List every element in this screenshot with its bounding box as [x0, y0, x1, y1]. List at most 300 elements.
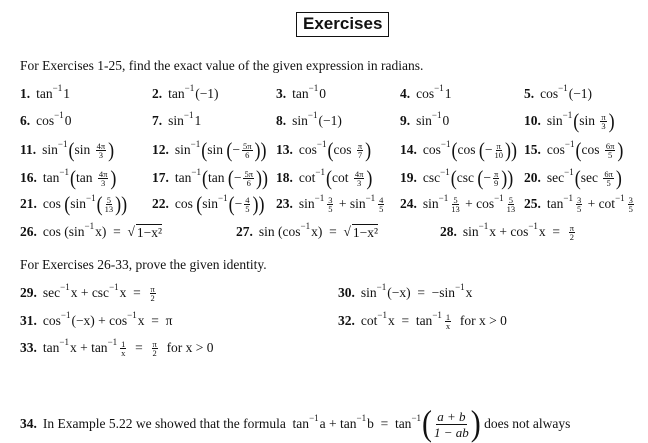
exercise-item [276, 108, 342, 134]
exercise-number: 8. [276, 113, 287, 128]
expression-text: x = [119, 285, 148, 300]
expression-text: sin [462, 224, 479, 239]
superscript: −1 [60, 310, 71, 320]
parenthesis: ) [608, 109, 615, 133]
superscript: −1 [57, 139, 68, 149]
superscript: −1 [356, 413, 367, 423]
numerator: 4π [354, 168, 364, 179]
fraction [493, 170, 499, 187]
expression-text: x [465, 285, 473, 300]
denominator: 5 [576, 203, 582, 214]
exercise-item [524, 191, 636, 217]
superscript: −1 [54, 110, 64, 120]
denominator: 5 [328, 203, 333, 214]
numerator: 1 [445, 311, 451, 322]
expression-text: tan [42, 340, 60, 355]
exercise-item [276, 81, 326, 107]
superscript: −1 [52, 83, 63, 93]
parenthesis: ) [617, 138, 624, 162]
numerator: 4 [379, 194, 384, 205]
parenthesis: ( [96, 192, 103, 216]
exercise-number: 1. [20, 86, 31, 101]
exercise-number: 11. [20, 142, 37, 157]
expression-text: 0 [64, 113, 72, 128]
denominator: 7 [357, 149, 363, 160]
exercise-number: 14. [400, 142, 417, 157]
expression-text: cos [36, 113, 55, 128]
fraction [152, 340, 158, 357]
sqrt-radicand: 1−x² [352, 224, 379, 240]
superscript: −1 [308, 83, 319, 93]
denominator: 2 [569, 231, 575, 242]
numerator: 5 [508, 194, 514, 205]
fraction [357, 142, 363, 159]
denominator: 3 [601, 120, 606, 131]
expression-text: tan [174, 170, 192, 185]
expression-text: − [233, 170, 242, 185]
parenthesis: ) [504, 138, 511, 162]
expression-text: (−1) [195, 86, 219, 101]
superscript: −1 [558, 83, 568, 93]
expression-text: cos [333, 142, 355, 157]
parenthesis: ( [228, 192, 235, 216]
denominator: 5 [606, 177, 611, 188]
expression-text: does not always [480, 416, 571, 431]
expression-text: (−1) [318, 113, 342, 128]
numerator: 3 [328, 194, 333, 205]
fraction [451, 196, 460, 213]
expression-text: sin [42, 142, 58, 157]
exercise-number: 13. [276, 142, 293, 157]
numerator: π [357, 140, 363, 151]
expression-text: csc [422, 170, 441, 185]
parenthesis: ) [615, 166, 622, 190]
exercise-item [276, 137, 371, 163]
superscript: −1 [127, 310, 137, 320]
superscript: −1 [60, 282, 70, 292]
expression-text: 0 [319, 86, 326, 101]
expression-text: x = tan [387, 313, 433, 328]
denominator: 13 [451, 203, 460, 214]
expression-text: (−x) + cos [71, 313, 128, 328]
exercise-number: 3. [276, 86, 287, 101]
denominator: 10 [494, 149, 503, 160]
numerator: 5 [106, 194, 111, 205]
fraction [600, 113, 606, 130]
parenthesis: ) [501, 166, 508, 190]
expression-text: tan [546, 196, 564, 211]
parenthesis: ( [451, 138, 458, 162]
expression-text: cos [42, 196, 65, 211]
superscript: −1 [438, 193, 449, 203]
expression-text: sin [74, 142, 94, 157]
parenthesis: ) [108, 138, 115, 162]
exercise-number: 23. [276, 196, 293, 211]
parenthesis: ) [252, 192, 259, 216]
exercise-number: 4. [400, 86, 411, 101]
expression-text: 0 [442, 113, 450, 128]
expression-text: cos [546, 142, 565, 157]
exercise-item [20, 108, 71, 134]
superscript: −1 [434, 83, 444, 93]
exercise-item [338, 280, 472, 306]
fraction [445, 313, 451, 330]
parenthesis: ( [68, 138, 75, 162]
exercise-item [152, 81, 219, 107]
fraction [354, 170, 365, 187]
fraction [243, 170, 254, 187]
fraction [434, 409, 469, 440]
expression-text: + sin [335, 196, 366, 211]
expression-text: sec [580, 170, 602, 185]
exercise-item [152, 137, 267, 163]
denominator: 13 [506, 203, 516, 214]
superscript: −1 [562, 110, 573, 120]
expression-text: − [232, 142, 240, 157]
exercise-item [20, 191, 127, 217]
parenthesis: ) [115, 192, 122, 216]
exercise-number: 15. [524, 142, 541, 157]
parenthesis: ( [574, 166, 581, 190]
exercise-number: 32. [338, 313, 355, 328]
superscript: −1 [455, 282, 465, 292]
exercise-item [400, 81, 451, 107]
exercise-number: 26. [20, 224, 37, 239]
denominator: x [445, 320, 451, 331]
expression-text: cos [416, 86, 435, 101]
expression-text: sin [298, 196, 315, 211]
expression-text: sin [168, 113, 184, 128]
superscript: −1 [494, 193, 504, 203]
exercise-item [20, 81, 70, 107]
fraction [494, 142, 503, 159]
numerator: 1 [121, 338, 126, 349]
parenthesis: ) [365, 138, 372, 162]
parenthesis: ( [573, 109, 580, 133]
parenthesis: ( [327, 138, 334, 162]
superscript: −1 [377, 310, 387, 320]
fraction [105, 196, 114, 213]
expression-text: sin [292, 113, 308, 128]
exercise-item [400, 165, 513, 191]
superscript: −1 [478, 221, 489, 231]
numerator: 5π [242, 140, 252, 151]
denominator: 3 [100, 177, 106, 188]
denominator: 2 [150, 292, 155, 303]
expression-text: sin [579, 113, 599, 128]
expression-text: a + tan [319, 416, 357, 431]
superscript: −1 [365, 193, 376, 203]
exercise-number: 34. [20, 416, 37, 431]
fraction [378, 196, 384, 213]
superscript: −1 [190, 139, 201, 149]
parenthesis: ) [507, 166, 514, 190]
numerator: 3 [576, 194, 582, 205]
numerator: 3 [628, 194, 633, 205]
numerator: π [152, 338, 157, 349]
expression-text: x + csc [70, 285, 110, 300]
expression-text: cos (sin [42, 224, 85, 239]
exercise-item [338, 308, 507, 334]
expression-text: x) = [311, 224, 344, 239]
expression-text: 1 [194, 113, 202, 128]
expression-text: cos [298, 142, 317, 157]
expression-text: b = tan [367, 416, 412, 431]
exercise-number: 24. [400, 196, 417, 211]
exercise-item [20, 280, 158, 306]
parenthesis: ( [575, 138, 582, 162]
superscript: −1 [440, 167, 450, 177]
exercise-item [524, 108, 615, 134]
exercise-item [276, 191, 386, 217]
exercise-number: 18. [276, 170, 293, 185]
fraction [605, 142, 616, 159]
expression-text: cos [174, 196, 197, 211]
exercise-number: 10. [524, 113, 541, 128]
fraction [603, 170, 614, 187]
exercise-number: 20. [524, 170, 541, 185]
superscript: −1 [314, 193, 325, 203]
expression-text: tan [42, 170, 60, 185]
expression-text: cos [457, 142, 479, 157]
parenthesis: ( [227, 166, 234, 190]
denominator: 5 [379, 203, 384, 214]
parenthesis: ( [69, 166, 76, 190]
numerator: 6π [605, 140, 615, 151]
expression-text: tan [36, 86, 53, 101]
superscript: −1 [432, 310, 442, 320]
parenthesis: ) [260, 138, 267, 162]
parenthesis: ( [422, 403, 433, 443]
exercise-item [236, 219, 378, 245]
expression-text: sec [546, 170, 565, 185]
exercise-number: 5. [524, 86, 535, 101]
exercise-item [20, 165, 116, 191]
parenthesis: ( [201, 166, 208, 190]
exercise-number: 27. [236, 224, 253, 239]
numerator: 4 [245, 194, 250, 205]
parenthesis: ) [470, 403, 481, 443]
denominator: x [121, 347, 126, 358]
exercise-number: 2. [152, 86, 163, 101]
superscript: −1 [86, 193, 96, 203]
exercise-item [524, 165, 622, 191]
exercise-item [20, 308, 172, 334]
superscript: −1 [615, 193, 625, 203]
exercise-number: 19. [400, 170, 417, 185]
parenthesis: ( [325, 166, 332, 190]
superscript: −1 [309, 413, 319, 423]
fraction [98, 170, 109, 187]
expression-text: = [128, 340, 150, 355]
superscript: −1 [183, 110, 194, 120]
exercise-item [400, 137, 517, 163]
numerator: 5 [453, 194, 458, 205]
denominator: 6 [245, 149, 250, 160]
exercise-item [400, 191, 517, 217]
exercise-number: 12. [152, 142, 169, 157]
superscript: −1 [109, 282, 119, 292]
fraction [150, 285, 156, 302]
expression-text: sin [546, 113, 563, 128]
denominator: 1 − ab [434, 424, 469, 440]
expression-text: (−1) [568, 86, 593, 101]
fraction [507, 196, 516, 213]
expression-text: cot [331, 170, 352, 185]
exercise-item [152, 165, 268, 191]
exercise-number: 16. [20, 170, 37, 185]
expression-text: for x > 0 [453, 313, 507, 328]
sqrt-sign: √ [343, 224, 351, 239]
expression-text: sin [360, 285, 377, 300]
instructions-26-33: For Exercises 26-33, prove the given identity. [20, 257, 267, 272]
expression-text: 1 [444, 86, 452, 101]
denominator: 13 [104, 203, 114, 214]
superscript: −1 [528, 221, 538, 231]
expression-text: cos [422, 142, 441, 157]
numerator: π [569, 222, 575, 233]
denominator: 3 [356, 177, 362, 188]
parenthesis: ) [121, 192, 128, 216]
superscript: −1 [376, 282, 387, 292]
denominator: 2 [152, 347, 157, 358]
expression-text: tan [292, 86, 309, 101]
superscript: −1 [316, 139, 327, 149]
instructions-1-25: For Exercises 1-25, find the exact value of the given expression in radians. [20, 58, 424, 73]
expression-text: sin [416, 113, 432, 128]
expression-text: + cos [461, 196, 495, 211]
expression-text: tan [207, 170, 228, 185]
parenthesis: ) [110, 166, 117, 190]
superscript: −1 [191, 167, 201, 177]
section-title: Exercises [296, 12, 389, 37]
parenthesis: ( [450, 166, 457, 190]
numerator: 5π [244, 168, 253, 179]
exercise-item [440, 219, 577, 245]
denominator: 9 [493, 177, 499, 188]
expression-text: cot [298, 170, 316, 185]
parenthesis: ( [196, 192, 203, 216]
numerator: π [601, 111, 606, 122]
superscript: −1 [218, 193, 228, 203]
superscript: −1 [431, 110, 442, 120]
exercise-number: 7. [152, 113, 163, 128]
exercise-number: 17. [152, 170, 169, 185]
expression-text: tan [75, 170, 96, 185]
parenthesis: ( [478, 138, 485, 162]
fraction [576, 196, 582, 213]
expression-text: − [484, 142, 493, 157]
superscript: −1 [315, 167, 325, 177]
superscript: −1 [564, 167, 574, 177]
superscript: −1 [184, 83, 195, 93]
expression-text: cos [42, 313, 61, 328]
exercise-number: 28. [440, 224, 457, 239]
exercise-item [524, 137, 623, 163]
exercise-number: 33. [20, 340, 37, 355]
expression-text: cos [540, 86, 559, 101]
superscript: −1 [411, 413, 422, 423]
fraction [628, 196, 634, 213]
superscript: −1 [564, 139, 575, 149]
parenthesis: ) [262, 166, 268, 190]
expression-text: x = [538, 224, 567, 239]
exercise-item [400, 108, 449, 134]
numerator: π [496, 140, 501, 151]
expression-text: sec [42, 285, 61, 300]
expression-text: sin [422, 196, 439, 211]
parenthesis: ) [366, 166, 373, 190]
expression-text: x + tan [69, 340, 108, 355]
expression-text: sin [202, 196, 219, 211]
expression-text: x) = [95, 224, 128, 239]
parenthesis: ) [256, 166, 262, 190]
denominator: 5 [607, 149, 613, 160]
fraction [96, 142, 107, 159]
exercise-number: 21. [20, 196, 37, 211]
expression-text: csc [456, 170, 478, 185]
expression-text: sin [207, 142, 227, 157]
exercise-item [20, 137, 114, 163]
exercise-number: 31. [20, 313, 37, 328]
exercise-item [152, 108, 201, 134]
superscript: −1 [84, 221, 95, 231]
parenthesis: ) [258, 192, 265, 216]
expression-text: sin [174, 142, 191, 157]
exercise-item [20, 219, 162, 245]
exercise-number: 9. [400, 113, 411, 128]
expression-text: tan [168, 86, 185, 101]
fraction [242, 142, 253, 159]
superscript: −1 [59, 167, 69, 177]
expression-text: sin (cos [258, 224, 301, 239]
exercise-item [276, 165, 372, 191]
expression-text: + cot [584, 196, 616, 211]
denominator: 3 [98, 149, 104, 160]
expression-text: cot [360, 313, 378, 328]
exercise-number: 22. [152, 196, 169, 211]
fraction [569, 224, 575, 241]
superscript: −1 [563, 193, 573, 203]
superscript: −1 [307, 110, 318, 120]
superscript: −1 [440, 139, 451, 149]
exercise-item [20, 335, 214, 361]
parenthesis: ( [477, 166, 484, 190]
exercise-number: 6. [20, 113, 31, 128]
numerator: π [150, 283, 155, 294]
exercise-number: 29. [20, 285, 37, 300]
parenthesis: ( [226, 138, 233, 162]
superscript: −1 [59, 337, 69, 347]
expression-text: sin [70, 196, 87, 211]
fraction [244, 196, 250, 213]
exercise-item [20, 403, 571, 443]
numerator: 6π [604, 168, 613, 179]
expression-text: In Example 5.22 we showed that the formula tan [42, 416, 310, 431]
numerator: a + b [437, 408, 466, 424]
parenthesis: ) [254, 138, 261, 162]
expression-text: − [483, 170, 491, 185]
expression-text: x + cos [489, 224, 529, 239]
numerator: 4π [96, 140, 106, 151]
denominator: 6 [246, 177, 251, 188]
parenthesis: ( [64, 192, 71, 216]
superscript: −1 [107, 337, 118, 347]
expression-text: 1 [63, 86, 70, 101]
expression-text: − [234, 196, 243, 211]
denominator: 5 [245, 203, 250, 214]
expression-text: for x > 0 [159, 340, 214, 355]
